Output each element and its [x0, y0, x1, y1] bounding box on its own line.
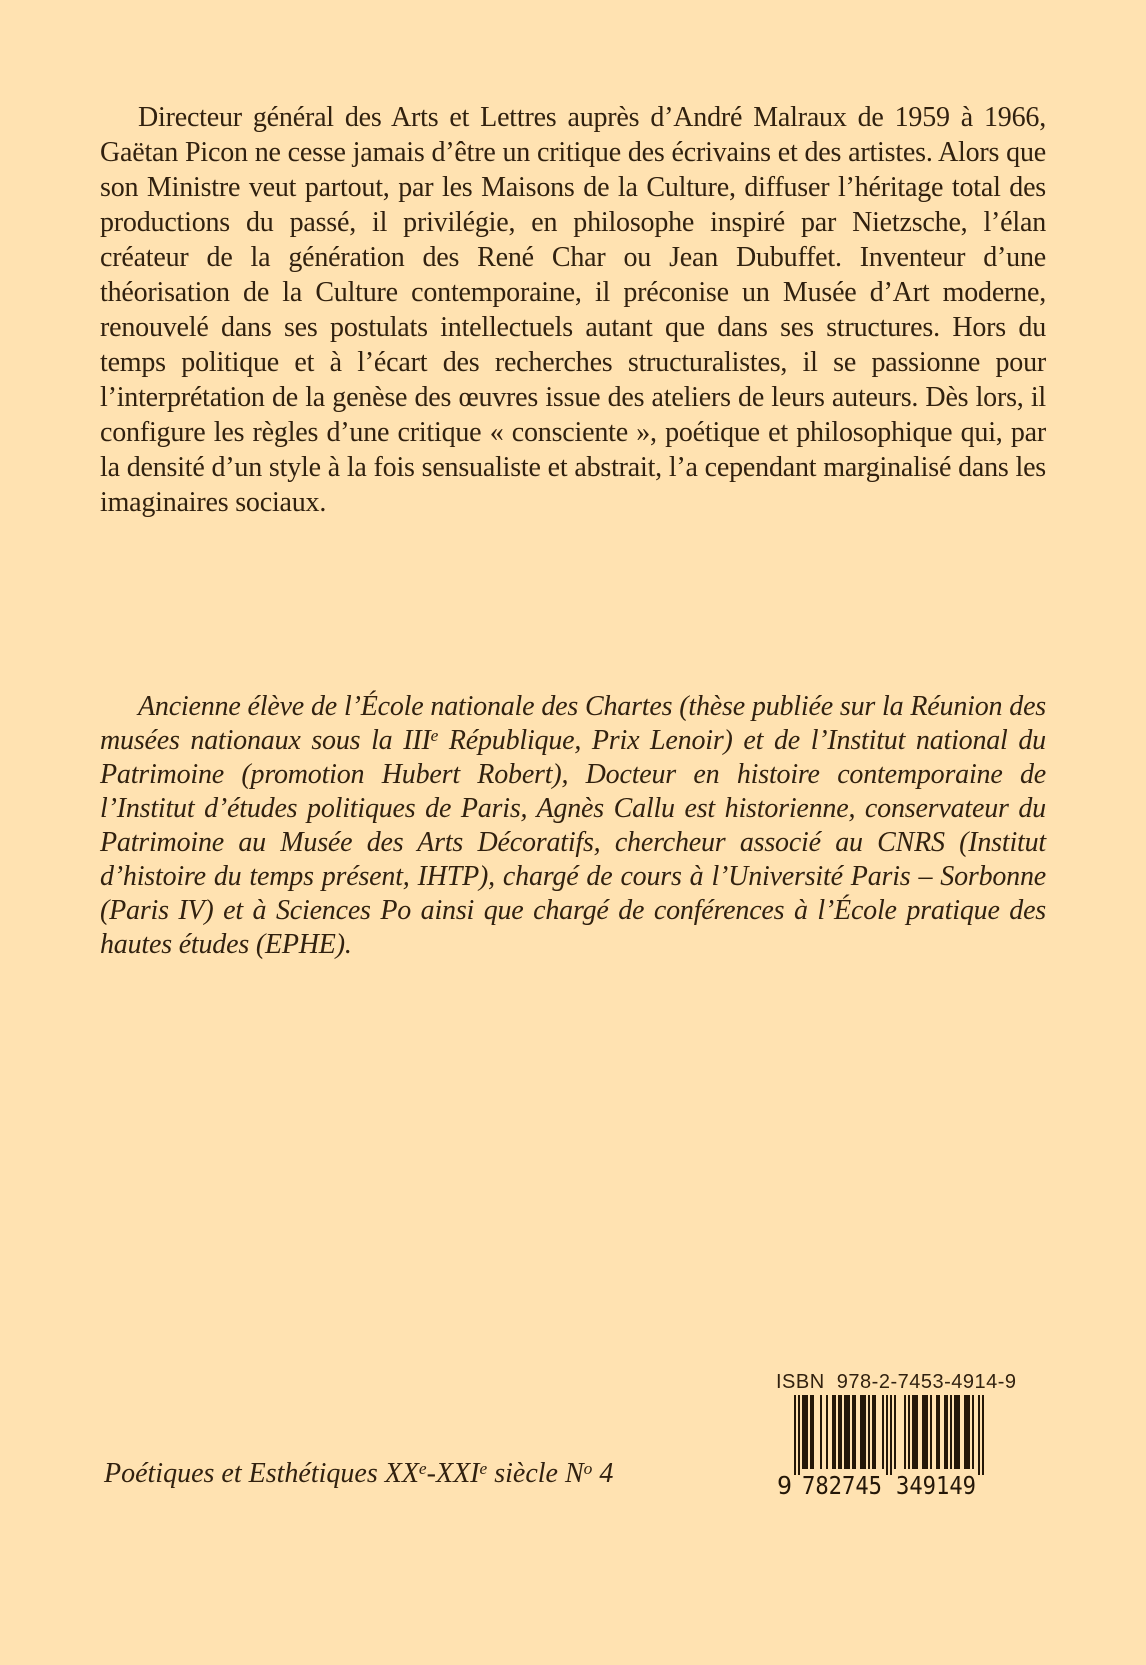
series-title — [104, 1457, 613, 1491]
ean13-barcode — [776, 1395, 988, 1497]
series-title-text: -XXI — [426, 1458, 480, 1489]
author-note-text-before: Ancienne élève de l’École nationale des Chartes (thèse publiée sur la Réunion des musées nationaux sous la III — [100, 691, 1046, 756]
svg-text:349149: 349149 — [896, 1471, 976, 1497]
series-title-text: Poétiques et Esthétiques XX — [104, 1458, 419, 1489]
ordinal-superscript: e — [430, 726, 439, 746]
author-note-text-after: République, Prix Lenoir) et de l’Institut national du Patrimoine (promotion Hubert Robert), Docteur en histoire contemporaine de l’Institut d’études politiques de Paris, Agnès Callu est historienne, conservateur du Patrimoine au Musée des Arts Décoratifs, chercheur associé au CNRS (Institut d’histoire du temps présent, IHTP), chargé de cours à l’Université Paris – Sorbonne (Paris IV) et à Sciences Po ainsi que chargé de conférences à l’École pratique des hautes études (EPHE). — [100, 725, 1046, 960]
century-superscript: e — [418, 1459, 427, 1479]
svg-text:9: 9 — [777, 1471, 793, 1497]
svg-text:782745: 782745 — [802, 1471, 882, 1497]
numero-superscript: o — [583, 1459, 593, 1479]
series-number: 4 — [592, 1458, 614, 1489]
biography-paragraph: Directeur général des Arts et Lettres auprès d’André Malraux de 1959 à 1966, Gaëtan Picon ne cesse jamais d’être un critique des écrivains et des artistes. Alors que son Ministre veut partout, par les Maisons de la Culture, diffuser l’héritage total des productions du passé, il privilégie, en philosophe inspiré par Nietzsche, l’élan créateur de la génération des René Char ou Jean Dubuffet. Inventeur d’une théorisation de la Culture contemporaine, il préconise un Musée d’Art moderne, renouvelé dans ses postulats intellectuels autant que dans ses structures. Hors du temps politique et à l’écart des recherches structuralistes, il se passionne pour l’interprétation de la genèse des œuvres issue des ateliers de leurs auteurs. Dès lors, il configure les règles d’une critique « consciente », poétique et philosophique qui, par la densité d’un style à la fois sensualiste et abstrait, l’a cependant marginalisé dans les imaginaires sociaux. — [100, 102, 1046, 518]
isbn-block — [776, 1371, 1017, 1497]
century-superscript: e — [479, 1459, 488, 1479]
series-title-text: siècle N — [487, 1458, 584, 1489]
author-note-paragraph — [100, 690, 1046, 962]
isbn-label: ISBN 978-2-7453-4914-9 — [776, 1371, 1017, 1393]
